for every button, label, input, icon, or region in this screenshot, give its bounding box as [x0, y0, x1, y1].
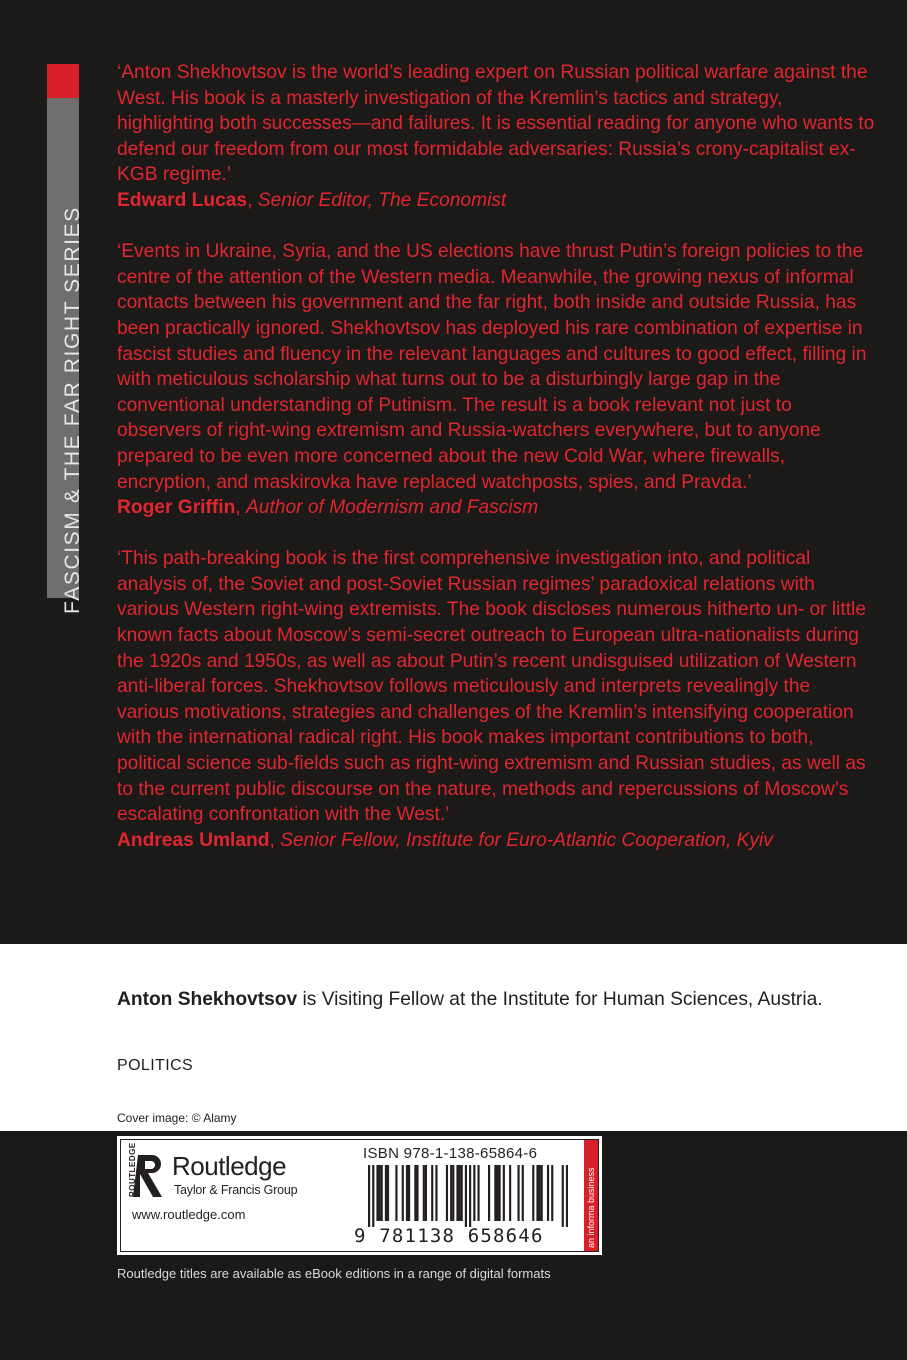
isbn-label: ISBN 978-1-138-65864-6 [363, 1145, 538, 1162]
endorsement [117, 546, 877, 853]
endorser-name: Andreas Umland [117, 829, 270, 851]
subject-category: POLITICS [117, 1057, 194, 1074]
endorsement-text: ‘Anton Shekhovtsov is the world’s leading expert on Russian political warfare against the West. His book is a masterly investigation of the Kremlin’s tactics and strategy, highlighting both successes—and failures. It is essential reading for anyone who wants to defend our freedom from our most formidable adversaries: Russia’s crony-capitalist ex-KGB regime.’ [117, 62, 875, 186]
barcode-bar [551, 1165, 553, 1221]
barcode-bar [488, 1165, 490, 1221]
endorser-name: Roger Griffin [117, 497, 236, 519]
endorsement-attribution: Andreas Umland, Senior Fellow, Institute for Euro-Atlantic Cooperation, Kyiv [117, 829, 773, 851]
barcode-bar [499, 1165, 501, 1221]
endorsement-attribution: Roger Griffin, Author of Modernism and Fascism [117, 497, 539, 519]
barcode-bar [503, 1165, 505, 1221]
endorsement [117, 239, 877, 521]
barcode-bar [385, 1165, 387, 1221]
barcode-bar [372, 1165, 374, 1227]
barcode-bar [566, 1165, 568, 1227]
barcode-bar [450, 1165, 452, 1221]
barcode-bar [406, 1165, 408, 1221]
barcode-bar [414, 1165, 416, 1221]
publisher-url[interactable]: www.routledge.com [132, 1207, 246, 1222]
endorsements [117, 60, 877, 879]
publisher-barcode-box [117, 1136, 602, 1255]
barcode-bar [496, 1165, 498, 1221]
endorser-role: Author of Modernism and Fascism [246, 497, 539, 519]
barcode-bar [494, 1165, 496, 1221]
publisher-name: Routledge [172, 1151, 287, 1181]
barcode-bar [435, 1165, 437, 1221]
barcode-bar [425, 1165, 427, 1221]
barcode-bar [376, 1165, 378, 1221]
barcode-bar [465, 1165, 467, 1227]
barcode [368, 1165, 568, 1227]
series-title: FASCISM & THE FAR RIGHT SERIES [61, 206, 84, 614]
barcode-bar [473, 1165, 475, 1221]
endorsement [117, 60, 877, 214]
endorser-name: Edward Lucas [117, 189, 248, 211]
barcode-bar [381, 1165, 383, 1221]
barcode-bar [379, 1165, 381, 1221]
endorsement-text: ‘Events in Ukraine, Syria, and the US elections have thrust Putin’s foreign policies to the centre of the attention of the Western media. Meanwhile, the growing nexus of informal contacts between his government and the far right, both inside and outside Russia, has been practically ignored. Shekhovtsov has deployed his rare combination of expertise in fascist studies and fluency in the relevant languages and cultures to good effect, filling in with meticulous scholarship what turns out to be a disturbingly large gap in the conventional understanding of Putinism. The result is a book relevant not just to observers of right-wing extremism and Russia-watchers everywhere, but to anyone prepared to be even more concerned about the new Cold War, where firewalls, encryption, and maskirovka have replaced watchposts, spies, and Pravda.’ [117, 241, 867, 493]
barcode-bar [387, 1165, 389, 1221]
barcode-bar [522, 1165, 524, 1221]
barcode-bar [532, 1165, 534, 1221]
barcode-bar [368, 1165, 370, 1227]
barcode-bar [423, 1165, 425, 1221]
ebook-note: Routledge titles are available as eBook editions in a range of digital formats [117, 1266, 551, 1281]
barcode-bar [395, 1165, 397, 1221]
barcode-digits: 9 781138 658646 [354, 1225, 544, 1247]
author-bio [117, 986, 897, 1014]
barcode-bar [541, 1165, 543, 1221]
endorsement-text: ‘This path-breaking book is the first comprehensive investigation into, and political analysis of, the Soviet and post-Soviet Russian regimes’ paradoxical relations with various Western right-wing extremists. The book discloses numerous hitherto un- or little known facts about Moscow’s semi-secret outreach to European ultra-nationalists during the 1920s and 1950s, as well as about Putin’s recent undisguised utilization of Western anti-liberal forces. Shekhovtsov follows meticulously and interprets revealingly the various motivations, strategies and challenges of the Kremlin’s intensifying cooperation with the international radical right. His book makes important contributions to both, political science sub-fields such as right-wing extremism and Russian studies, as well as to the current public discourse on the nature, methods and repercussions of Moscow’s escalating confrontation with the West.’ [117, 548, 866, 826]
barcode-bar [431, 1165, 433, 1221]
barcode-bar [562, 1165, 564, 1227]
barcode-bar [452, 1165, 454, 1221]
barcode-bar [547, 1165, 549, 1221]
barcode-bar [517, 1165, 519, 1221]
informa-label: an informa business [586, 1167, 596, 1248]
publisher-group: Taylor & Francis Group [174, 1183, 298, 1197]
author-bio-text: is Visiting Fellow at the Institute for Human Sciences, Austria. [297, 989, 823, 1010]
barcode-bar [416, 1165, 418, 1221]
barcode-bar [459, 1165, 461, 1221]
barcode-bar [446, 1165, 448, 1221]
barcode-bar [402, 1165, 404, 1221]
endorser-role: Senior Editor, The Economist [257, 189, 507, 211]
barcode-bar [539, 1165, 541, 1221]
barcode-bar [469, 1165, 471, 1227]
barcode-bar [477, 1165, 479, 1221]
endorser-role: Senior Fellow, Institute for Euro-Atlantic Cooperation, Kyiv [280, 829, 773, 851]
informa-strip [584, 1140, 598, 1251]
routledge-vertical-label: ROUTLEDGE [128, 1142, 137, 1197]
barcode-bar [509, 1165, 511, 1221]
barcode-bar [461, 1165, 463, 1221]
barcode-bar [456, 1165, 458, 1221]
barcode-bar [536, 1165, 538, 1221]
routledge-logo-icon [132, 1153, 168, 1199]
series-tab-accent [47, 64, 79, 98]
endorsement-attribution: Edward Lucas, Senior Editor, The Economist [117, 189, 507, 211]
author-name: Anton Shekhovtsov [117, 989, 298, 1010]
barcode-bar [408, 1165, 410, 1221]
series-tab [47, 64, 84, 614]
cover-credit: Cover image: © Alamy [117, 1111, 237, 1125]
